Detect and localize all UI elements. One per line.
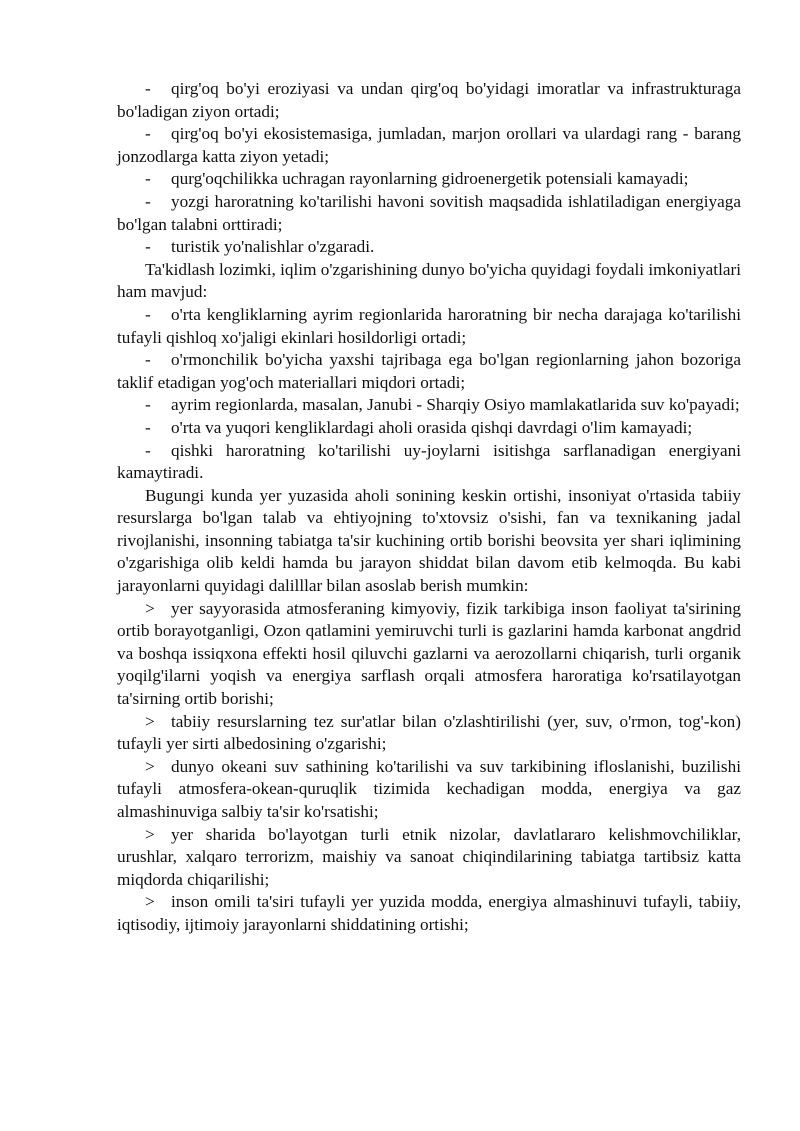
dash-bullet: - (145, 191, 151, 211)
arrow-bullet: > (145, 824, 155, 844)
positive-effect-text: o'rta va yuqori kengliklardagi aholi orasida qishqi davrdagi o'lim kamayadi; (171, 417, 693, 437)
dash-bullet: - (145, 395, 151, 415)
positive-effect-item (117, 417, 741, 440)
arrow-bullet: > (145, 892, 155, 912)
arrow-bullet: > (145, 598, 155, 618)
negative-effect-item (117, 191, 741, 236)
evidence-text: tabiiy resurslarning tez sur'atlar bilan o'zlashtirilishi (yer, suv, o'rmon, tog'-kon) tufayli yer sirti albedosining o'zgarishi; (117, 711, 741, 754)
negative-effect-item (117, 123, 741, 168)
positive-effect-text: ayrim regionlarda, masalan, Janubi - Sharqiy Osiyo mamlakatlarida suv ko'payadi; (171, 395, 740, 415)
positive-intro-paragraph: Ta'kidlash lozimki, iqlim o'zgarishining dunyo bo'yicha quyidagi foydali imkoniyatlari ham mavjud: (117, 259, 741, 302)
document-page (117, 78, 741, 937)
evidence-item (117, 756, 741, 824)
positive-effect-text: qishki haroratning ko'tarilishi uy-joylarni isitishga sarflanadigan energiyani kamaytiradi. (117, 440, 741, 483)
positive-effect-item (117, 304, 741, 349)
arrow-bullet: > (145, 756, 155, 776)
dash-bullet: - (145, 237, 151, 257)
evidence-item (117, 711, 741, 756)
positive-effect-text: o'rta kengliklarning ayrim regionlarida haroratning bir necha darajaga ko'tarilishi tufayli qishloq xo'jaligi ekinlari hosildorligi ortadi; (117, 304, 741, 347)
dash-bullet: - (145, 350, 151, 370)
arrow-bullet: > (145, 711, 155, 731)
evidence-text: dunyo okeani suv sathining ko'tarilishi va suv tarkibining ifloslanishi, buzilishi tufayli atmosfera-okean-quruqlik tizimida kechadigan modda, energiya va gaz almashinuviga salbiy ta'sir ko'rsatishi; (117, 756, 741, 821)
evidence-item (117, 891, 741, 936)
dash-bullet: - (145, 79, 151, 98)
negative-effect-text: qurg'oqchilikka uchragan rayonlarning gidroenergetik potensiali kamayadi; (171, 169, 689, 189)
negative-effect-item (117, 168, 741, 191)
dash-bullet: - (145, 304, 151, 324)
negative-effect-text: turistik yo'nalishlar o'zgaradi. (171, 237, 375, 257)
negative-effect-text: yozgi haroratning ko'tarilishi havoni sovitish maqsadida ishlatiladigan energiyaga bo'lgan talabni orttiradi; (117, 191, 741, 234)
today-paragraph: Bugungi kunda yer yuzasida aholi sonining keskin ortishi, insoniyat o'rtasida tabiiy resurslarga bo'lgan talab va ehtiyojning to'xtovsiz o'sishi, fan va texnikaning jadal rivojlanishi, insonning tabiatga ta'sir kuchining ortib borishi beovsita yer shari iqlimining o'zgarishiga olib keldi hamda bu jarayon shiddat bilan davom etib kelmoqda. Bu kabi jarayonlarni quyidagi dalilllar bilan asoslab berish mumkin: (117, 485, 741, 596)
dash-bullet: - (145, 124, 151, 144)
negative-effect-item (117, 236, 741, 259)
negative-effect-text: qirg'oq bo'yi ekosistemasiga, jumladan, marjon orollari va ulardagi rang - barang jonzodlarga katta ziyon yetadi; (117, 124, 741, 166)
dash-bullet: - (145, 440, 151, 460)
negative-effect-item (117, 78, 741, 123)
positive-effect-item (117, 349, 741, 394)
negative-effect-text: qirg'oq bo'yi eroziyasi va undan qirg'oq bo'yidagi imoratlar va infrastrukturaga bo'ladigan ziyon ortadi; (117, 79, 741, 121)
positive-effect-text: o'rmonchilik bo'yicha yaxshi tajribaga ega bo'lgan regionlarning jahon bozoriga taklif etadigan yog'och materiallari miqdori ortadi; (117, 350, 741, 392)
positive-effect-item (117, 394, 741, 417)
evidence-item (117, 824, 741, 892)
evidence-text: inson omili ta'siri tufayli yer yuzida modda, energiya almashinuvi tufayli, tabiiy, iqtisodiy, ijtimoiy jarayonlarni shiddatining ortishi; (117, 892, 741, 934)
evidence-item (117, 598, 741, 711)
dash-bullet: - (145, 169, 151, 189)
evidence-text: yer sharida bo'layotgan turli etnik nizolar, davlatlararo kelishmovchiliklar, urushlar, xalqaro terrorizm, maishiy va sanoat chiqindilarining tabiatga tartibsiz katta miqdorda chiqarilishi; (117, 824, 741, 889)
dash-bullet: - (145, 417, 151, 437)
evidence-text: yer sayyorasida atmosferaning kimyoviy, fizik tarkibiga inson faoliyat ta'sirining ortib borayotganligi, Ozon qatlamini yemiruvchi turli is gazlarini hamda karbonat angdrid va boshqa issiqxona effekti hosil qiluvchi gazlarni va aerozollarni chiqarish, turli organik yoqilg'ilarni yoqish va energiya sarflash orqali atmosfera haroratiga ko'rsatilayotgan ta'sirning ortib borishi; (117, 598, 741, 709)
positive-effect-item (117, 440, 741, 485)
